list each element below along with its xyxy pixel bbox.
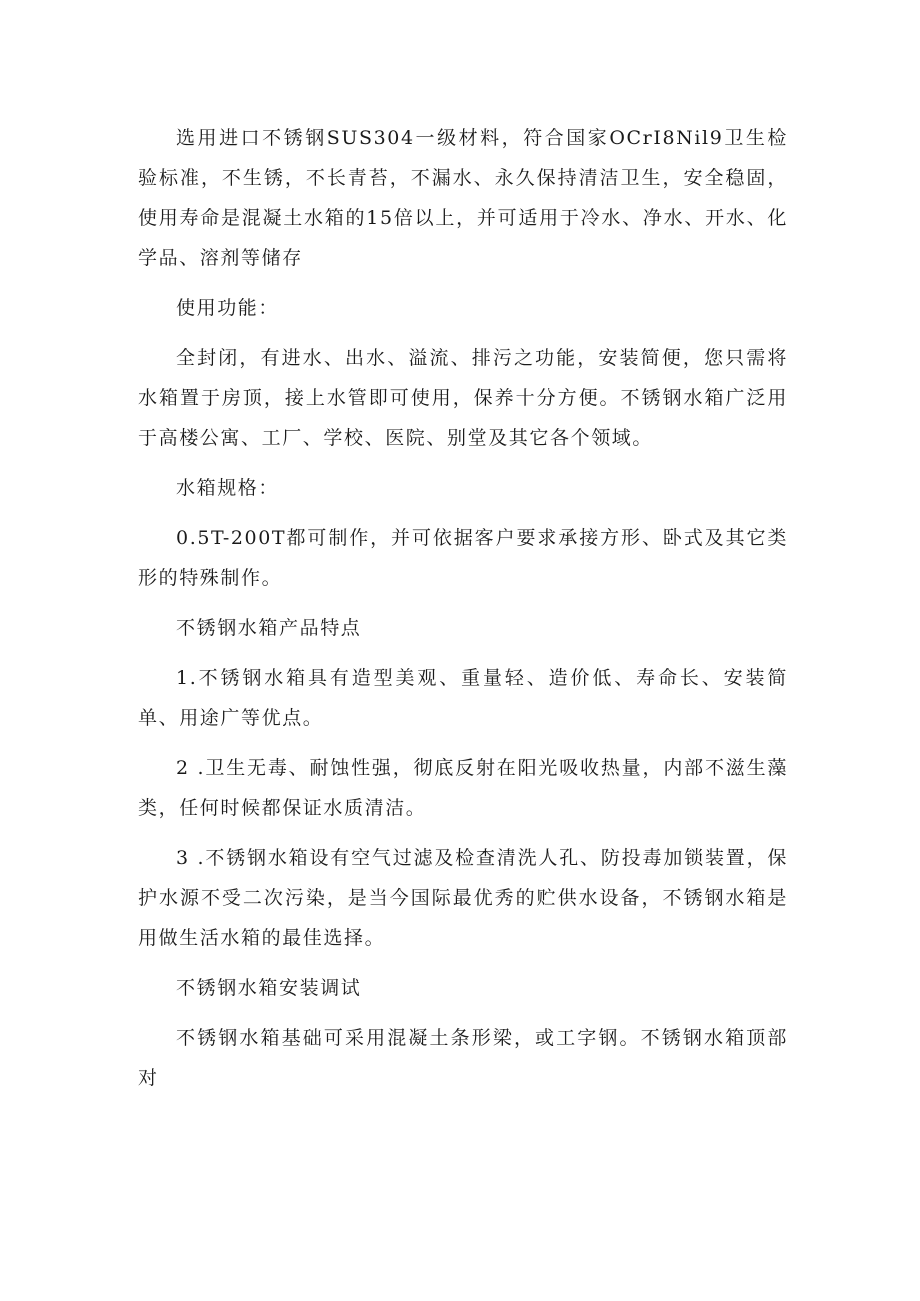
paragraph-install: 不锈钢水箱基础可采用混凝土条形梁，或工字钢。不锈钢水箱顶部对 bbox=[138, 1027, 788, 1089]
document-body bbox=[138, 118, 788, 1108]
paragraph-spec: 0.5T-200T都可制作，并可依据客户要求承接方形、卧式及其它类形的特殊制作。 bbox=[138, 527, 788, 589]
paragraph-function: 全封闭，有进水、出水、溢流、排污之功能，安装简便，您只需将水箱置于房顶，接上水管即可使用，保养十分方便。不锈钢水箱广泛用于高楼公寓、工厂、学校、医院、别堂及其它各个领域。 bbox=[138, 347, 788, 449]
paragraph-feature-2: 2 .卫生无毒、耐蚀性强，彻底反射在阳光吸收热量，内部不滋生藻类，任何时候都保证水质清洁。 bbox=[138, 757, 788, 819]
heading-features: 不锈钢水箱产品特点 bbox=[176, 617, 362, 639]
heading-spec: 水箱规格： bbox=[176, 477, 280, 499]
paragraph-feature-3: 3 .不锈钢水箱设有空气过滤及检查清洗人孔、防投毒加锁装置，保护水源不受二次污染，是当今国际最优秀的贮供水设备，不锈钢水箱是用做生活水箱的最佳选择。 bbox=[138, 847, 788, 949]
heading-function: 使用功能： bbox=[176, 297, 280, 319]
heading-install: 不锈钢水箱安装调试 bbox=[176, 977, 362, 999]
paragraph-material: 选用进口不锈钢SUS304一级材料，符合国家OCrI8Nil9卫生检验标准，不生锈，不长青苔，不漏水、永久保持清洁卫生，安全稳固，使用寿命是混凝土水箱的15倍以上，并可适用于冷水、净水、开水、化学品、溶剂等储存 bbox=[138, 127, 788, 269]
paragraph-feature-1: 1.不锈钢水箱具有造型美观、重量轻、造价低、寿命长、安装简单、用途广等优点。 bbox=[138, 667, 788, 729]
